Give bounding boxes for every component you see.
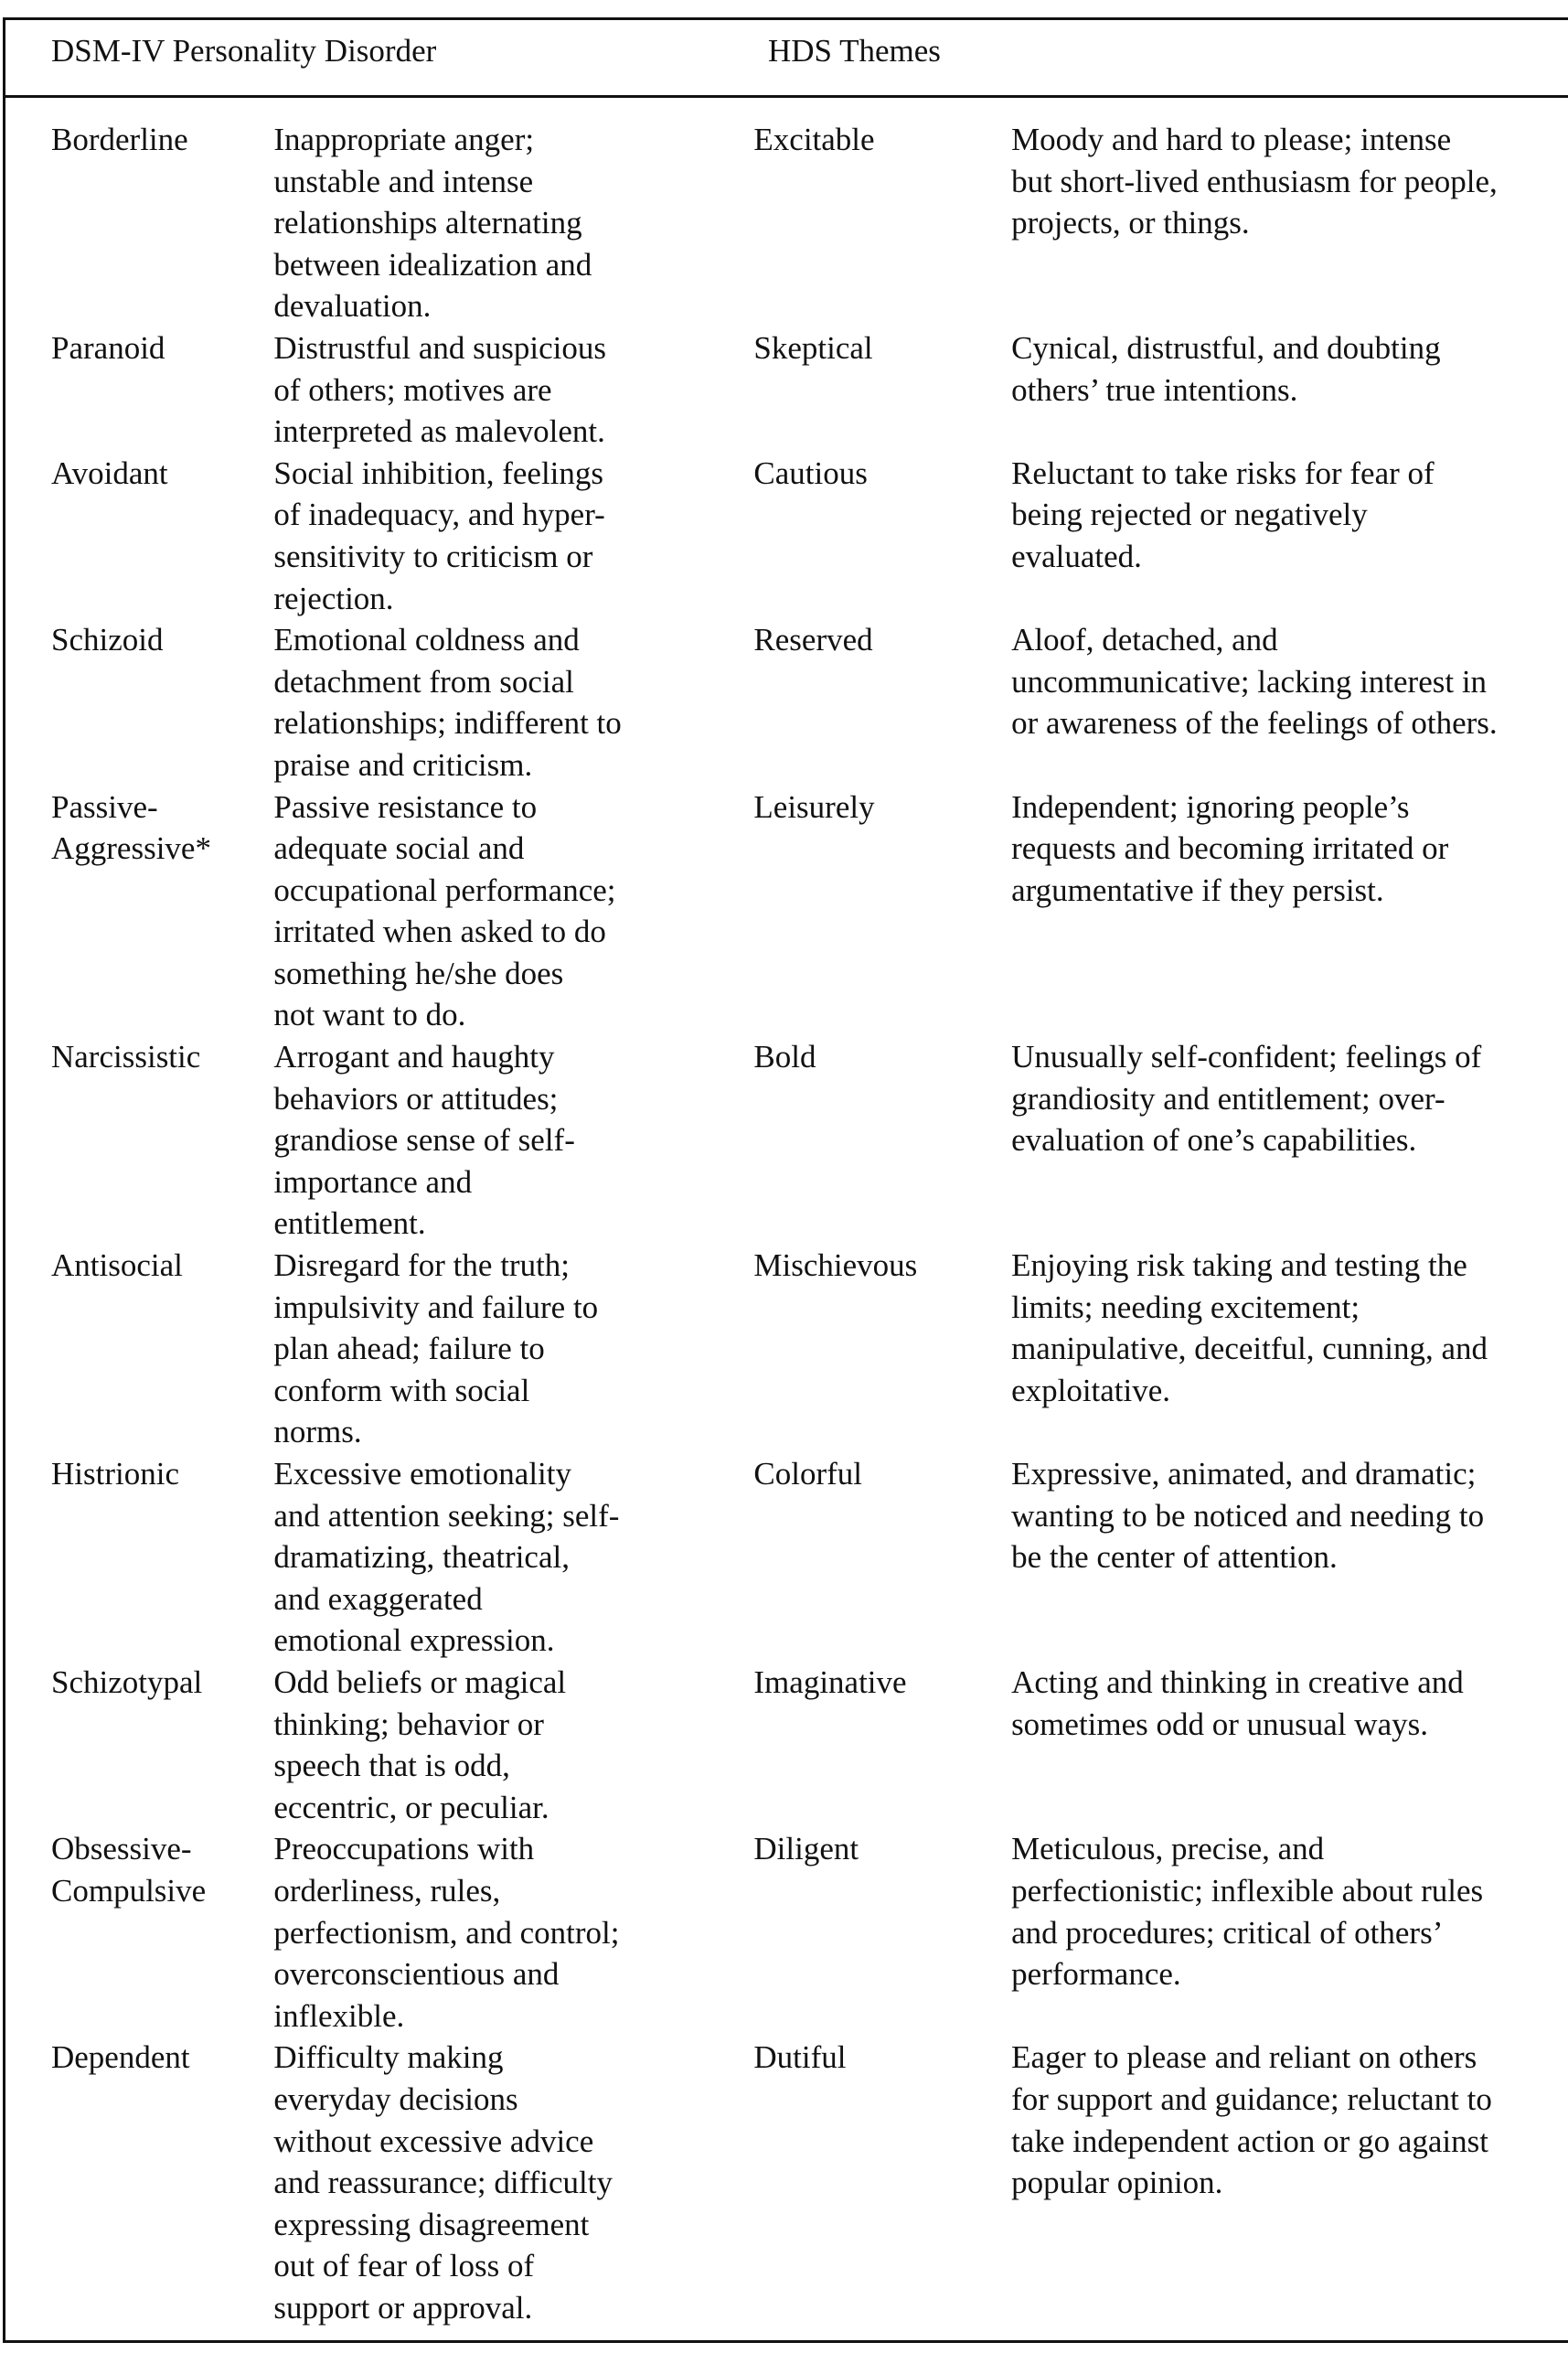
table-row [5,1036,1568,1245]
disorder-name: Passive- Aggressive* [51,788,211,867]
table-frame [3,17,1568,2343]
disorder-description: Preoccupations with orderliness, rules, perfectionism, and control; overconscientious and inflexible. [273,1831,620,2034]
hds-theme-description: Enjoying risk taking and testing the limits; needing excitement; manipulative, deceitful, cunning, and exploitative. [1011,1247,1488,1408]
hds-theme-name: Imaginative [753,1663,907,1700]
header-dsm-disorder: DSM-IV Personality Disorder [51,33,437,69]
disorder-name: Histrionic [51,1456,179,1492]
disorder-description: Social inhibition, feelings of inadequacy, and hyper- sensitivity to criticism or rejection. [273,455,605,616]
hds-theme-name: Skeptical [753,329,873,366]
hds-theme-name: Reserved [753,622,873,658]
hds-theme-description: Independent; ignoring people’s requests and becoming irritated or argumentative if they persist. [1011,788,1449,908]
hds-theme-description: Meticulous, precise, and perfectionistic; inflexible about rules and procedures; critical of others’ performance. [1011,1831,1484,1993]
table-row [5,1828,1568,2037]
disorder-name: Avoidant [51,455,168,491]
disorder-name: Antisocial [51,1247,183,1284]
table-row [5,453,1568,619]
hds-theme-description: Reluctant to take risks for fear of being rejected or negatively evaluated. [1011,455,1435,574]
disorder-name: Obsessive- Compulsive [51,1831,207,1909]
disorder-description: Inappropriate anger; unstable and intense relationships alternating between idealization and devaluation. [273,122,592,325]
disorder-description: Disregard for the truth; impulsivity and failure to plan ahead; failure to conform with social norms. [273,1247,599,1450]
hds-theme-name: Colorful [753,1456,863,1492]
disorder-description: Arrogant and haughty behaviors or attitudes; grandiose sense of self- importance and entitlement. [273,1039,575,1242]
table-row [5,1245,1568,1453]
table-row [5,1453,1568,1662]
disorder-description: Emotional coldness and detachment from social relationships; indifferent to praise and criticism. [273,622,622,783]
table-row [5,786,1568,1037]
table-row [5,619,1568,786]
header-hds-themes: HDS Themes [768,33,941,69]
hds-theme-description: Unusually self-confident; feelings of grandiosity and entitlement; over- evaluation of one’s capabilities. [1011,1039,1482,1159]
table-row [5,1662,1568,1828]
hds-theme-description: Eager to please and reliant on others for support and guidance; reluctant to take independent action or go against popular opinion. [1011,2039,1492,2201]
disorder-name: Narcissistic [51,1039,201,1075]
disorder-description: Distrustful and suspicious of others; motives are interpreted as malevolent. [273,329,606,450]
hds-theme-name: Leisurely [753,788,875,825]
disorder-description: Passive resistance to adequate social and occupational performance; irritated when asked to do something he/she does not want to do. [273,788,616,1033]
hds-theme-description: Cynical, distrustful, and doubting others’ true intentions. [1011,329,1441,408]
disorder-name: Borderline [51,122,188,157]
disorder-name: Dependent [51,2039,190,2076]
hds-theme-name: Cautious [753,455,868,491]
hds-theme-description: Acting and thinking in creative and sometimes odd or unusual ways. [1011,1663,1464,1742]
table-row [5,327,1568,453]
disorder-description: Odd beliefs or magical thinking; behavior or speech that is odd, eccentric, or peculiar. [273,1663,567,1825]
hds-theme-description: Aloof, detached, and uncommunicative; lacking interest in or awareness of the feelings of others. [1011,622,1498,742]
table-row [5,119,1568,327]
table-row [5,2037,1568,2328]
disorder-description: Excessive emotionality and attention seeking; self- dramatizing, theatrical, and exaggerated emotional expression. [273,1456,620,1659]
table-body [5,119,1568,2328]
disorder-description: Difficulty making everyday decisions without excessive advice and reassurance; difficulty expressing disagreement out of fear of loss of support or approval. [273,2039,613,2326]
disorder-name: Paranoid [51,329,165,366]
table-header [5,20,1568,98]
hds-theme-description: Expressive, animated, and dramatic; wanting to be noticed and needing to be the center of attention. [1011,1456,1485,1576]
disorder-name: Schizoid [51,622,164,658]
hds-theme-name: Diligent [753,1831,859,1867]
hds-theme-name: Dutiful [753,2039,847,2076]
hds-theme-name: Mischievous [753,1247,918,1284]
disorder-name: Schizotypal [51,1663,203,1700]
hds-theme-name: Excitable [753,122,875,157]
hds-theme-name: Bold [753,1039,816,1075]
hds-theme-description: Moody and hard to please; intense but short-lived enthusiasm for people, projects, or things. [1011,122,1498,241]
